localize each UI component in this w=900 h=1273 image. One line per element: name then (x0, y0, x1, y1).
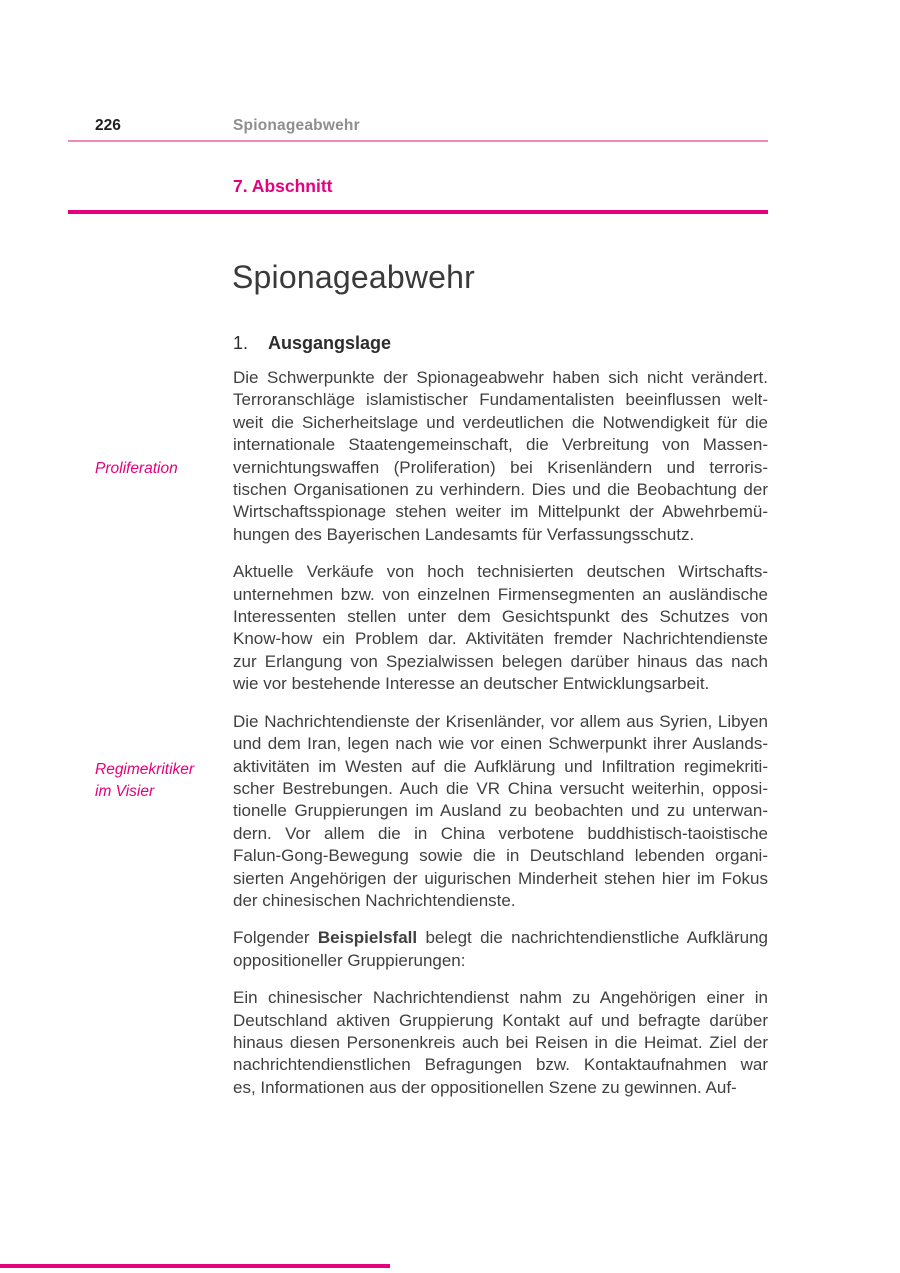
text-line (233, 778, 768, 800)
text-line (233, 1054, 768, 1076)
text-line (95, 781, 225, 803)
bold-text-segment: Beispielsfall (317, 928, 418, 948)
paragraph-ausgangslage-1 (233, 367, 768, 546)
section-rule-thick (68, 210, 768, 214)
footer-rule (0, 1264, 390, 1268)
body-text-column (233, 367, 768, 1114)
text-segment: unternehmen bzw. von einzelnen Firmensegmenten an ausländische (233, 584, 768, 604)
text-segment: hinaus diesen Personenkreis auch bei Reisen in die Heimat. Ziel der (233, 1032, 768, 1052)
text-segment: internationale Staatengemeinschaft, die Verbreitung von Massen- (233, 435, 768, 455)
section-label: 7. Abschnitt (233, 176, 333, 196)
text-segment: weit die Sicherheitslage und verdeutlichen die Notwendigkeit für die (233, 412, 768, 432)
text-line (233, 606, 768, 628)
text-segment: hungen des Bayerischen Landesamts für Verfassungsschutz. (233, 524, 695, 544)
text-segment: tischen Organisationen zu verhindern. Dies und die Beobachtung der (233, 480, 768, 500)
text-line (233, 561, 768, 583)
text-line (233, 927, 768, 949)
text-segment: und dem Iran, legen nach wie vor einen Schwerpunkt ihrer Auslands- (233, 734, 768, 754)
text-segment: aktivitäten im Westen auf die Aufklärung und Infiltration regimekriti- (233, 756, 768, 776)
margin-note-regimekritiker (95, 759, 225, 803)
margin-note-proliferation (95, 458, 225, 480)
text-segment: der chinesischen Nachrichtendienste. (233, 890, 516, 910)
text-segment: Terroranschläge islamistischer Fundamentalisten beeinflussen welt- (233, 390, 768, 410)
text-line (233, 651, 768, 673)
text-segment: Folgender (233, 928, 318, 948)
header-rule-thin (68, 140, 768, 142)
text-line (233, 987, 768, 1009)
text-segment: Interessenten stellen unter dem Gesichtspunkt des Schutzes von (233, 607, 768, 627)
text-segment: dern. Vor allem die in China verbotene buddhistisch-taoistische (233, 823, 768, 843)
text-line (233, 501, 768, 523)
paragraph-regimekritiker (233, 711, 768, 913)
text-segment: Aktuelle Verkäufe von hoch technisierten deutschen Wirtschafts- (233, 562, 768, 582)
text-line (233, 584, 768, 606)
text-line (233, 412, 768, 434)
text-segment: scher Bestrebungen. Auch die VR China versucht weiterhin, opposi- (233, 778, 768, 798)
text-line (233, 1077, 768, 1099)
text-line (233, 367, 768, 389)
text-line (233, 673, 768, 695)
paragraph-wirtschaftsspionage (233, 561, 768, 695)
page-number: 226 (95, 117, 121, 134)
text-segment: im Visier (95, 783, 155, 800)
text-segment: Die Schwerpunkte der Spionageabwehr haben sich nicht verändert. (233, 368, 768, 387)
text-segment: wie vor bestehende Interesse an deutscher Entwicklungsarbeit. (233, 674, 710, 694)
text-segment: es, Informationen aus der oppositionellen Szene zu gewinnen. Auf- (233, 1077, 737, 1097)
text-line (233, 890, 768, 912)
text-segment: zur Erlangung von Spezialwissen belegen darüber hinaus das nach (233, 651, 768, 671)
text-line (233, 628, 768, 650)
text-line (233, 868, 768, 890)
running-head: Spionageabwehr (233, 117, 360, 134)
text-segment: nachrichtendienstlichen Befragungen bzw. Kontaktaufnahmen war (233, 1055, 768, 1075)
text-segment: Ein chinesischer Nachrichtendienst nahm zu Angehörigen einer in (233, 988, 768, 1008)
text-segment: Deutschland aktiven Gruppierung Kontakt auf und befragte darüber (233, 1010, 768, 1030)
paragraph-beispielsfall-intro (233, 927, 768, 972)
text-segment: Regimekritiker (95, 761, 195, 778)
text-line (233, 845, 768, 867)
text-line (233, 950, 768, 972)
text-line (233, 800, 768, 822)
text-line (233, 756, 768, 778)
text-line (233, 711, 768, 733)
text-line (233, 823, 768, 845)
text-line (95, 458, 225, 480)
text-line (233, 1010, 768, 1032)
text-segment: Wirtschaftsspionage stehen weiter im Mittelpunkt der Abwehrbemü- (233, 502, 768, 522)
text-segment: Die Nachrichtendienste der Krisenländer, vor allem aus Syrien, Libyen (233, 711, 768, 731)
text-segment: belegt die nachrichtendienstliche Aufklärung (417, 928, 768, 948)
text-segment: Falun-Gong-Bewegung sowie die in Deutschland lebenden organi- (233, 846, 768, 866)
text-segment: tionelle Gruppierungen im Ausland zu beobachten und zu unterwan- (233, 801, 768, 821)
subsection-title: Ausgangslage (268, 333, 392, 353)
text-line (233, 434, 768, 456)
text-segment: oppositioneller Gruppierungen: (233, 950, 466, 970)
subsection-number: 1. (233, 333, 249, 353)
text-segment: Proliferation (95, 460, 178, 477)
text-line (95, 759, 225, 781)
text-line (233, 524, 768, 546)
text-line (233, 389, 768, 411)
text-segment: sierten Angehörigen der uigurischen Minderheit stehen hier im Fokus (233, 868, 768, 888)
text-line (233, 479, 768, 501)
paragraph-beispielsfall-text (233, 987, 768, 1099)
text-segment: Know-how ein Problem dar. Aktivitäten fremder Nachrichtendienste (233, 629, 768, 649)
text-segment: vernichtungswaffen (Proliferation) bei Krisenländern und terroris- (233, 457, 768, 477)
text-line (233, 733, 768, 755)
text-line (233, 457, 768, 479)
text-line (233, 1032, 768, 1054)
chapter-title: Spionageabwehr (232, 259, 475, 295)
